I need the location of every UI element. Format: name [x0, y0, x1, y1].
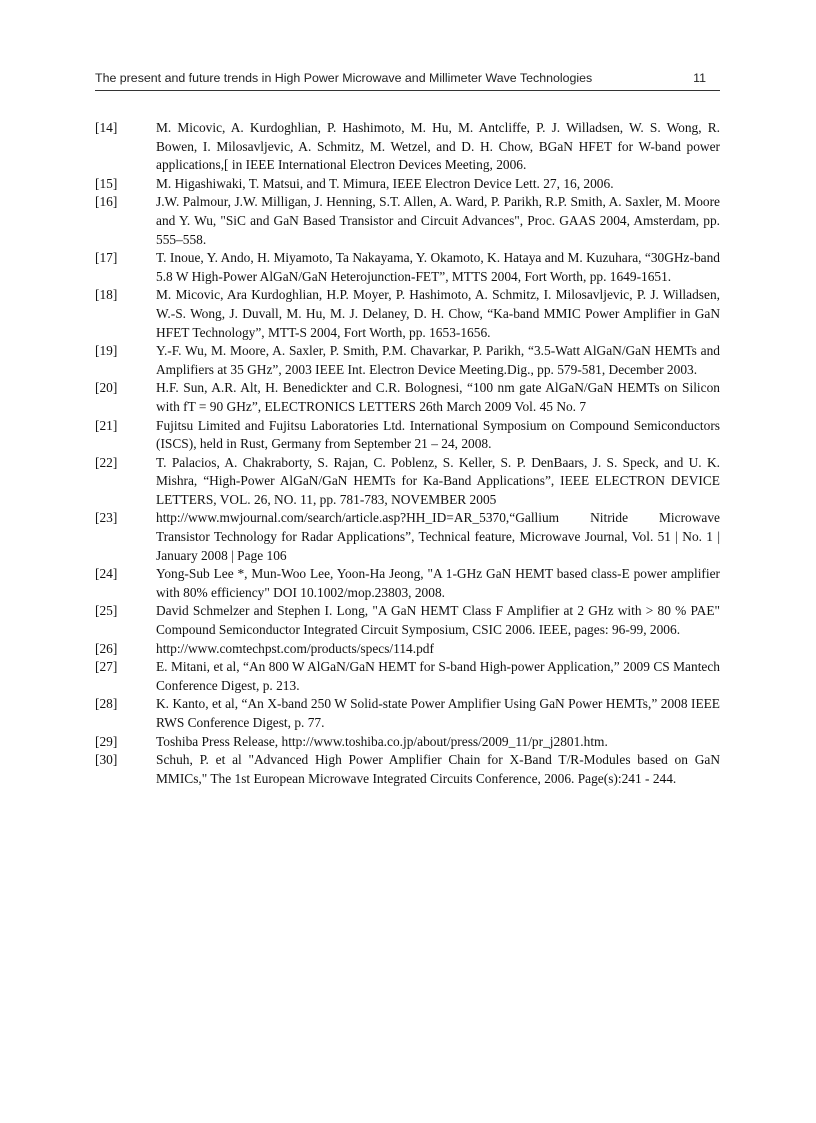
running-header: [95, 71, 720, 91]
reference-number: [27]: [95, 659, 118, 675]
reference-number: [16]: [95, 194, 118, 210]
running-title: The present and future trends in High Power Microwave and Millimeter Wave Technologies: [95, 71, 593, 85]
reference-item: [95, 509, 720, 565]
reference-item: [95, 286, 720, 342]
reference-item: [95, 658, 720, 695]
reference-item: [95, 565, 720, 602]
reference-item: [95, 249, 720, 286]
reference-number: [18]: [95, 287, 118, 303]
reference-number: [30]: [95, 752, 118, 768]
reference-text: T. Palacios, A. Chakraborty, S. Rajan, C. Poblenz, S. Keller, S. P. DenBaars, J. S. Speck, and U. K. Mishra, “High-Power AlGaN/GaN HEMTs for Ka-Band Applications”, IEEE ELECTRON DEVICE LETTERS, VOL. 26, NO. 11, pp. 781-783, NOVEMBER 2005: [156, 454, 720, 507]
reference-item: [95, 119, 720, 175]
reference-text: http://www.mwjournal.com/search/article.asp?HH_ID=AR_5370,“Gallium Nitride Microwave Transistor Technology for Radar Applications”, Technical feature, Microwave Journal, Vol. 51 | No. 1 | January 2008 | Page 106: [156, 510, 720, 563]
reference-number: [17]: [95, 250, 118, 266]
reference-number: [20]: [95, 380, 118, 396]
reference-number: [19]: [95, 343, 118, 359]
reference-item: [95, 417, 720, 454]
reference-number: [23]: [95, 510, 118, 526]
page-number: 11: [693, 71, 706, 85]
reference-number: [28]: [95, 696, 118, 712]
reference-item: [95, 640, 720, 659]
reference-text: H.F. Sun, A.R. Alt, H. Benedickter and C.R. Bolognesi, “100 nm gate AlGaN/GaN HEMTs on Silicon with fT = 90 GHz”, ELECTRONICS LETTERS 26th March 2009 Vol. 45 No. 7: [156, 380, 720, 414]
reference-text: M. Higashiwaki, T. Matsui, and T. Mimura, IEEE Electron Device Lett. 27, 16, 2006.: [156, 175, 614, 191]
reference-number: [15]: [95, 175, 118, 191]
reference-text: Schuh, P. et al "Advanced High Power Amplifier Chain for X-Band T/R-Modules based on GaN MMICs," The 1st European Microwave Integrated Circuits Conference, 2006. Page(s):241 - 244.: [156, 752, 720, 786]
reference-item: [95, 193, 720, 249]
reference-text: K. Kanto, et al, “An X-band 250 W Solid-state Power Amplifier Using GaN Power HEMTs,” 2008 IEEE RWS Conference Digest, p. 77.: [156, 696, 720, 730]
reference-text: http://www.comtechpst.com/products/specs/114.pdf: [156, 640, 434, 656]
reference-text: E. Mitani, et al, “An 800 W AlGaN/GaN HEMT for S-band High-power Application,” 2009 CS Mantech Conference Digest, p. 213.: [156, 659, 720, 693]
reference-item: [95, 175, 720, 194]
reference-item: [95, 454, 720, 510]
reference-number: [26]: [95, 640, 118, 656]
reference-number: [24]: [95, 566, 118, 582]
reference-number: [29]: [95, 733, 118, 749]
reference-item: [95, 751, 720, 788]
reference-item: [95, 342, 720, 379]
reference-text: M. Micovic, A. Kurdoghlian, P. Hashimoto, M. Hu, M. Antcliffe, P. J. Willadsen, W. S. Wong, R. Bowen, I. Milosavljevic, A. Schmitz, M. Wetzel, and D. H. Chow, BGaN HFET for W-band power applications,[ in IEEE International Electron Devices Meeting, 2006.: [156, 120, 720, 173]
reference-text: David Schmelzer and Stephen I. Long, "A GaN HEMT Class F Amplifier at 2 GHz with > 80 % PAE" Compound Semiconductor Integrated Circuit Symposium, CSIC 2006. IEEE, pages: 96-99, 2006.: [156, 603, 720, 638]
reference-item: [95, 733, 720, 752]
reference-item: [95, 379, 720, 416]
reference-item: [95, 695, 720, 732]
reference-text: Toshiba Press Release, http://www.toshiba.co.jp/about/press/2009_11/pr_j2801.htm.: [156, 733, 608, 749]
reference-text: Fujitsu Limited and Fujitsu Laboratories Ltd. International Symposium on Compound Semiconductors (ISCS), held in Rust, Germany from September 21 – 24, 2008.: [156, 417, 720, 452]
reference-item: [95, 602, 720, 639]
reference-number: [25]: [95, 603, 118, 619]
reference-text: J.W. Palmour, J.W. Milligan, J. Henning, S.T. Allen, A. Ward, P. Parikh, R.P. Smith, A. Saxler, M. Moore and Y. Wu, "SiC and GaN Based Transistor and Circuit Advances", Proc. GAAS 2004, Amsterdam, pp. 555–558.: [156, 194, 720, 247]
reference-number: [14]: [95, 120, 118, 135]
reference-number: [21]: [95, 417, 118, 433]
reference-text: T. Inoue, Y. Ando, H. Miyamoto, Ta Nakayama, Y. Okamoto, K. Hataya and M. Kuzuhara, “30GHz-band 5.8 W High-Power AlGaN/GaN Heterojunction-FET”, MTTS 2004, Fort Worth, pp. 1649-1651.: [156, 250, 720, 284]
reference-list: [95, 119, 720, 788]
reference-text: Yong-Sub Lee *, Mun-Woo Lee, Yoon-Ha Jeong, "A 1-GHz GaN HEMT based class-E power amplifier with 80% efficiency" DOI 10.1002/mop.23803, 2008.: [156, 566, 720, 600]
reference-text: Y.-F. Wu, M. Moore, A. Saxler, P. Smith, P.M. Chavarkar, P. Parikh, “3.5-Watt AlGaN/GaN HEMTs and Amplifiers at 35 GHz”, 2003 IEEE Int. Electron Device Meeting.Dig., pp. 579-581, December 2003.: [156, 343, 720, 377]
reference-text: M. Micovic, Ara Kurdoghlian, H.P. Moyer, P. Hashimoto, A. Schmitz, I. Milosavljevic, P. J. Willadsen, W.-S. Wong, J. Duvall, M. Hu, M. J. Delaney, D. H. Chow, “Ka-band MMIC Power Amplifier in GaN HFET Technology”, MTT-S 2004, Fort Worth, pp. 1653-1656.: [156, 287, 720, 340]
reference-number: [22]: [95, 454, 118, 470]
